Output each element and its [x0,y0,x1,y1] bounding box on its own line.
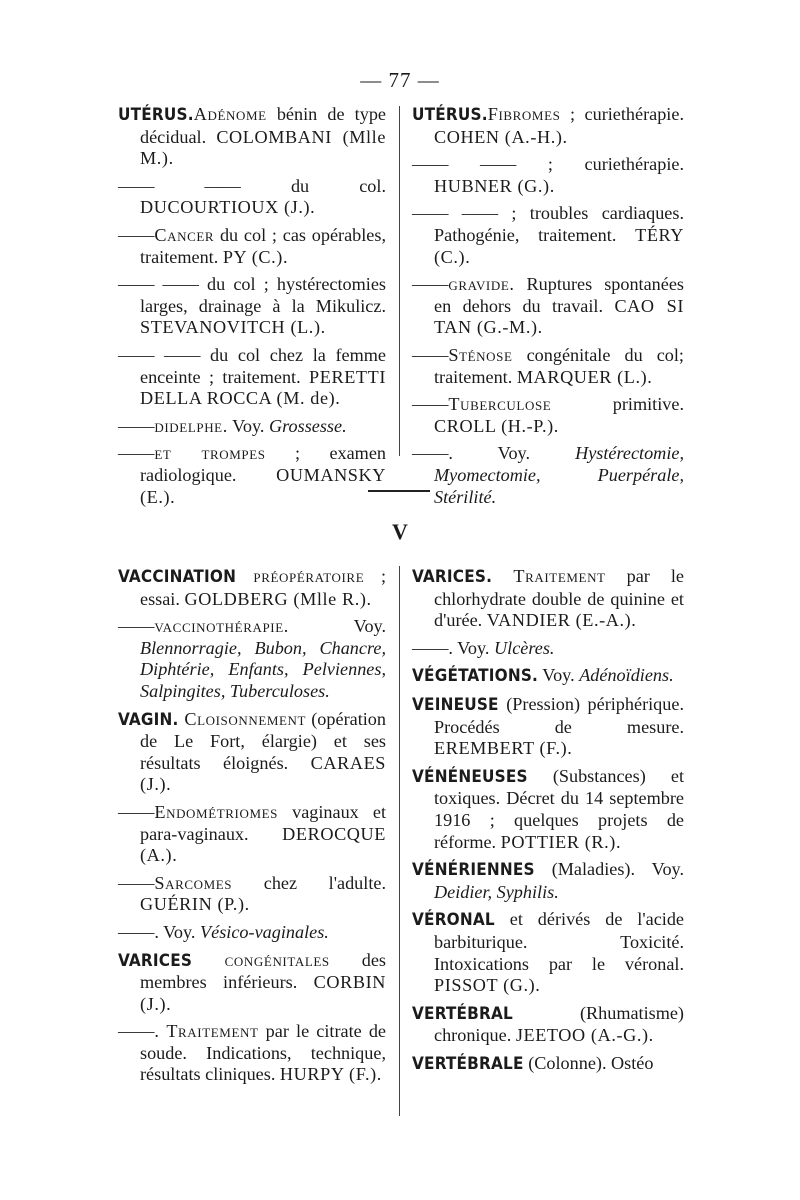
entry-author: MARQUER (L.). [516,366,653,387]
entry-author: GUÉRIN (P.). [140,894,250,915]
entry-author: HUBNER (G.). [434,175,555,196]
column-divider-bottom [399,566,400,1116]
entry-text: du col ; hystérectomies larges, drainage à la Mikulicz. [140,274,386,316]
index-entry [118,922,386,944]
entry-crossref: Blennorragie, Bubon, Chancre, Diphtérie, Enfants, Pelviennes, Salpingites, Tuberculoses. [140,637,386,701]
index-entry [412,909,684,996]
entry-subheading: didelphe. [154,415,228,436]
index-entry [118,176,386,219]
entry-text: primitive. [551,394,684,415]
entry-text: chez l'adulte. [232,872,386,893]
index-entry [118,950,386,1016]
entry-text: (Colonne). Ostéo [523,1052,654,1073]
entry-text: congénitale du col; traitement. [434,344,684,387]
entry-dash: —— [118,872,155,893]
entry-subheading: Sténose [448,344,513,365]
entry-headword: VÉRONAL [412,910,495,931]
entry-dash: —— [118,224,155,245]
entry-dash: —— —— [412,203,499,224]
entry-author: DUCOURTIOUX (J.). [140,197,316,218]
section-letter: V [392,519,408,544]
index-entry [118,274,386,339]
entry-crossref: Deidier, Syphilis. [434,881,559,902]
index-entry [118,566,386,610]
index-entry [412,274,684,339]
entry-text: des membres inférieurs. [140,949,386,993]
entry-author: STEVANOVITCH (L.). [140,317,326,338]
entry-subheading: Sarcomes [154,872,233,893]
entry-text: Voy. [452,637,495,658]
entry-author: OUMANSKY (E.). [140,464,386,507]
entry-headword: VARICES [118,950,193,971]
index-entry [412,766,684,853]
column-divider-top [399,106,400,456]
entry-author: CROLL (H.-P.). [434,415,559,436]
index-entry [118,225,386,268]
entry-text: (Substances) et toxiques. Décret du 14 septembre 1916 ; quelques projets de réforme. [434,765,684,852]
entry-text: par le chlorhydrate double de quinine et d'urée. [434,566,684,631]
entry-dash: ——. [412,443,453,464]
page-number: — 77 — [360,68,440,92]
entry-crossref: Vésico-vaginales. [200,921,329,942]
column-bottom-right [412,566,684,1081]
entry-dash: —— —— [412,154,517,175]
entry-dash: —— [412,394,449,415]
entry-text: bénin de type décidual. [140,104,386,147]
index-entry [412,1003,684,1047]
entry-dash: ——. [412,637,453,658]
entry-text: (Rhumatisme) chronique. [434,1002,684,1046]
entry-author: PY (C.). [222,246,289,267]
entry-dash: —— [412,344,449,365]
entry-headword: VACCINATION [118,567,237,587]
section-rule [368,490,430,492]
entry-text: ; troubles cardiaques. Pathogénie, traitement. [434,203,685,245]
index-entry [412,154,684,197]
entry-headword: VAGIN. [118,709,179,730]
column-bottom-left [118,566,386,1092]
entry-author: CORBIN (J.). [140,972,386,1014]
index-entry [412,566,684,632]
index-entry [412,203,684,268]
index-entry [412,1053,684,1076]
entry-subheading: Fibromes [487,104,561,124]
entry-text: Voy. [452,443,576,464]
entry-crossref: Grossesse. [268,415,347,436]
entry-dash: —— [412,274,449,295]
entry-crossref: Adénoïdiens. [579,665,674,686]
index-entry [412,694,684,760]
entry-text: ; curiethérapie. [560,104,684,124]
entry-headword: VARICES. [412,567,493,587]
entry-headword: UTÉRUS. [412,105,488,125]
index-entry [118,873,386,916]
entry-author: VANDIER (E.-A.). [486,610,637,631]
entry-text: ; examen radiologique. [140,443,386,485]
entry-subheading: et trompes [154,443,266,464]
index-entry [118,416,386,438]
entry-dash: —— —— [118,175,241,196]
index-entry [412,104,684,148]
entry-text: et dérivés de l'acide barbiturique. Toxicité. Intoxications par le véronal. [434,909,684,974]
entry-text: Voy. [538,665,580,686]
entry-text: ; essai. [140,566,386,609]
entry-text: du col. [240,175,386,196]
entry-dash: —— [118,801,155,822]
entry-text: du col chez la femme enceinte ; traitement. [140,344,387,387]
entry-dash: ——. [118,921,159,942]
entry-headword: VEINEUSE [412,694,499,715]
entry-author: PERETTI DELLA ROCCA (M. de). [140,366,386,409]
entry-text: (opération de Le Fort, élargie) et ses résultats éloignés. [140,708,386,773]
entry-text: vaginaux et para-vaginaux. [140,801,386,844]
entry-subheading: Cloisonnement [178,708,307,729]
entry-subheading: préopératoire [236,566,365,586]
index-entry [118,345,386,410]
entry-subheading: gravide. [448,274,515,295]
entry-dash: —— [118,443,155,464]
index-entry [118,616,386,702]
entry-author: JEETOO (A.-G.). [515,1025,654,1046]
entry-dash: —— —— [118,274,199,295]
entry-subheading: Cancer [154,224,215,245]
entry-text: Ruptures spontanées en dehors du travail. [434,274,684,316]
entry-author: COHEN (A.-H.). [434,126,568,147]
entry-author: DEROCQUE (A.). [140,823,386,866]
entry-text: ; curiethérapie. [516,154,684,175]
index-entry [118,709,386,796]
entry-headword: UTÉRUS. [118,105,194,125]
index-entry [118,443,386,508]
index-entry [412,443,684,508]
entry-dash: —— [118,415,155,436]
entry-text: Voy. [158,921,201,942]
index-entry [412,638,684,660]
entry-headword: VÉNÉRIENNES [412,860,535,881]
entry-author: PISSOT (G.). [434,975,541,996]
entry-subheading: Tuberculose [448,394,552,415]
entry-subheading: Traitement [158,1021,259,1042]
index-entry [118,802,386,867]
entry-author: TÉRY (C.). [434,224,684,267]
index-entry [412,345,684,388]
entry-subheading: vaccinothérapie. [154,616,289,637]
entry-text: Voy. [288,616,386,637]
entry-author: HURPY (F.). [279,1064,382,1085]
entry-headword: VÉGÉTATIONS. [412,666,539,687]
entry-subheading: Traitement [492,566,606,586]
entry-headword: VÉNÉNEUSES [412,766,528,787]
index-entry [412,859,684,903]
index-entry [412,394,684,437]
entry-author: GOLDBERG (Mlle R.). [184,588,372,609]
entry-headword: VERTÉBRALE [412,1053,524,1074]
entry-crossref: Hystérectomie, Myomectomie, Puerpérale, Stérilité. [434,443,684,507]
entry-crossref: Ulcères. [494,637,555,658]
index-entry [412,665,684,688]
index-entry [118,104,386,170]
entry-dash: ——. [118,1021,159,1042]
entry-text: (Pression) périphérique. Procédés de mesure. [434,693,684,737]
entry-headword: VERTÉBRAL [412,1003,514,1024]
entry-dash: —— [118,616,155,637]
entry-author: CARAES (J.). [140,752,386,795]
entry-author: POTTIER (R.). [500,831,622,852]
entry-author: EREMBERT (F.). [434,738,573,759]
entry-subheading: Adénome [193,104,267,124]
entry-text: (Maladies). Voy. [534,859,684,880]
entry-text: par le citrate de soude. Indications, technique, résultats cliniques. [140,1021,386,1085]
entry-subheading: congénitales [192,949,330,970]
column-top-left [118,104,386,514]
entry-text: du col ; cas opérables, traitement. [140,224,386,267]
index-entry [118,1021,386,1086]
column-top-right [412,104,684,514]
entry-dash: —— —— [118,344,201,365]
entry-author: CAO SI TAN (G.-M.). [434,295,685,338]
entry-text: Voy. [227,415,269,436]
entry-author: COLOMBANI (Mlle M.). [140,126,387,169]
entry-subheading: Endométriomes [154,801,279,822]
